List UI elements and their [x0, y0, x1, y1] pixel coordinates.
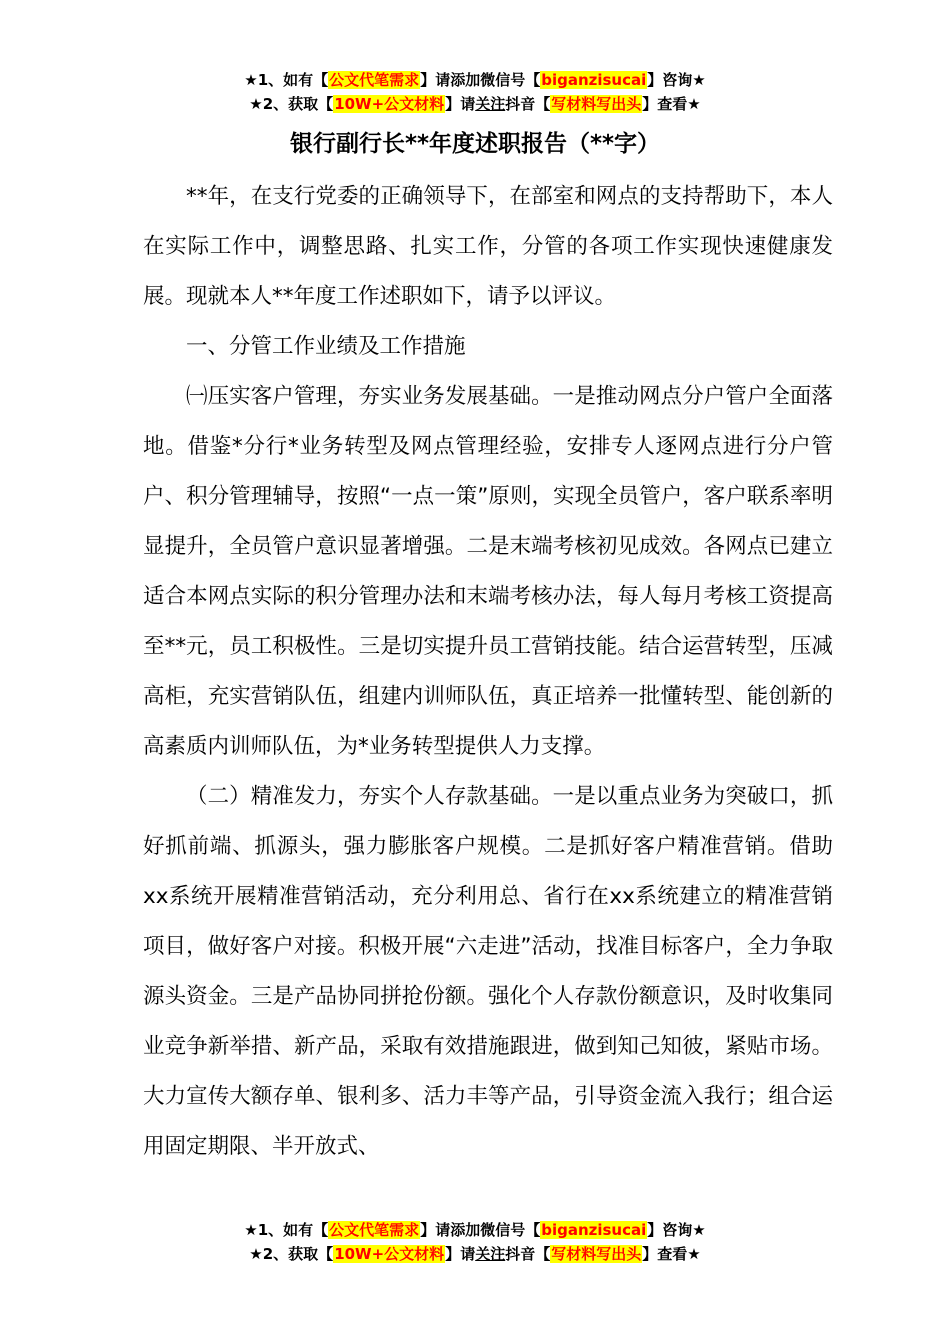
promo-highlight-materials: 10W+公文材料 [334, 95, 445, 113]
promo-highlight-service: 公文代笔需求 [329, 71, 420, 89]
promo-line-2-prefix: ★2、获取【 [249, 1245, 334, 1263]
promo-line-1-suffix: 】咨询★ [647, 71, 706, 89]
promo-line-2-prefix: ★2、获取【 [249, 95, 334, 113]
promo-line-2 [0, 92, 950, 116]
body-paragraph: ㈠压实客户管理，夯实业务发展基础。一是推动网点分户管户全面落地。借鉴*分行*业务转型及网点管理经验，安排专人逐网点进行分户管户、积分管理辅导，按照“一点一策”原则，实现全员管户，客户联系率明显提升，全员管户意识显著增强。二是末端考核初见成效。各网点已建立适合本网点实际的积分管理办法和末端考核办法，每人每月考核工资提高至**元，员工积极性。三是切实提升员工营销技能。结合运营转型，压减高柜，充实营销队伍，组建内训师队伍，真正培养一批懂转型、能创新的高素质内训师队伍，为*业务转型提供人力支撑。 [143, 384, 833, 759]
promo-line-2-middle-c: 抖音【 [505, 95, 551, 113]
document-title: 银行副行长**年度述职报告（**字） [289, 131, 661, 157]
promo-highlight-materials: 10W+公文材料 [334, 1245, 445, 1263]
header-promo-banner [0, 68, 950, 116]
promo-line-2-middle-a: 】请 [445, 95, 476, 113]
promo-line-2-suffix: 】查看★ [642, 95, 701, 113]
promo-line-2-follow: 关注 [475, 1245, 506, 1263]
promo-highlight-service: 公文代笔需求 [329, 1221, 420, 1239]
promo-line-1 [0, 68, 950, 92]
promo-line-1-middle: 】请添加微信号【 [420, 71, 541, 89]
promo-line-1-prefix: ★1、如有【 [244, 1221, 329, 1239]
promo-line-2 [0, 1242, 950, 1266]
body-paragraph: （二）精准发力，夯实个人存款基础。一是以重点业务为突破口，抓好抓前端、抓源头，强力膨胀客户规模。二是抓好客户精准营销。借助xx系统开展精准营销活动，充分利用总、省行在xx系统建立的精准营销项目，做好客户对接。积极开展“六走进”活动，找准目标客户，全力争取源头资金。三是产品协同拼抢份额。强化个人存款份额意识，及时收集同业竞争新举措、新产品，采取有效措施跟进，做到知己知彼，紧贴市场。大力宣传大额存单、银利多、活力丰等产品，引导资金流入我行；组合运用固定期限、半开放式、 [143, 784, 833, 1159]
promo-highlight-douyin: 写材料写出头 [551, 1245, 642, 1263]
promo-line-1-prefix: ★1、如有【 [244, 71, 329, 89]
promo-line-1 [0, 1218, 950, 1242]
promo-line-2-follow: 关注 [475, 95, 506, 113]
intro-paragraph: **年，在支行党委的正确领导下，在部室和网点的支持帮助下，本人在实际工作中，调整思路、扎实工作，分管的各项工作实现快速健康发展。现就本人**年度工作述职如下，请予以评议。 [143, 184, 833, 309]
promo-highlight-wechat-id: biganzisucai [541, 71, 647, 89]
promo-line-2-middle-c: 抖音【 [505, 1245, 551, 1263]
promo-line-2-suffix: 】查看★ [642, 1245, 701, 1263]
promo-line-1-middle: 】请添加微信号【 [420, 1221, 541, 1239]
document-body [143, 172, 833, 1172]
section-heading: 一、分管工作业绩及工作措施 [186, 334, 466, 359]
promo-highlight-wechat-id: biganzisucai [541, 1221, 647, 1239]
promo-highlight-douyin: 写材料写出头 [551, 95, 642, 113]
promo-line-1-suffix: 】咨询★ [647, 1221, 706, 1239]
footer-promo-banner [0, 1218, 950, 1266]
promo-line-2-middle-a: 】请 [445, 1245, 476, 1263]
